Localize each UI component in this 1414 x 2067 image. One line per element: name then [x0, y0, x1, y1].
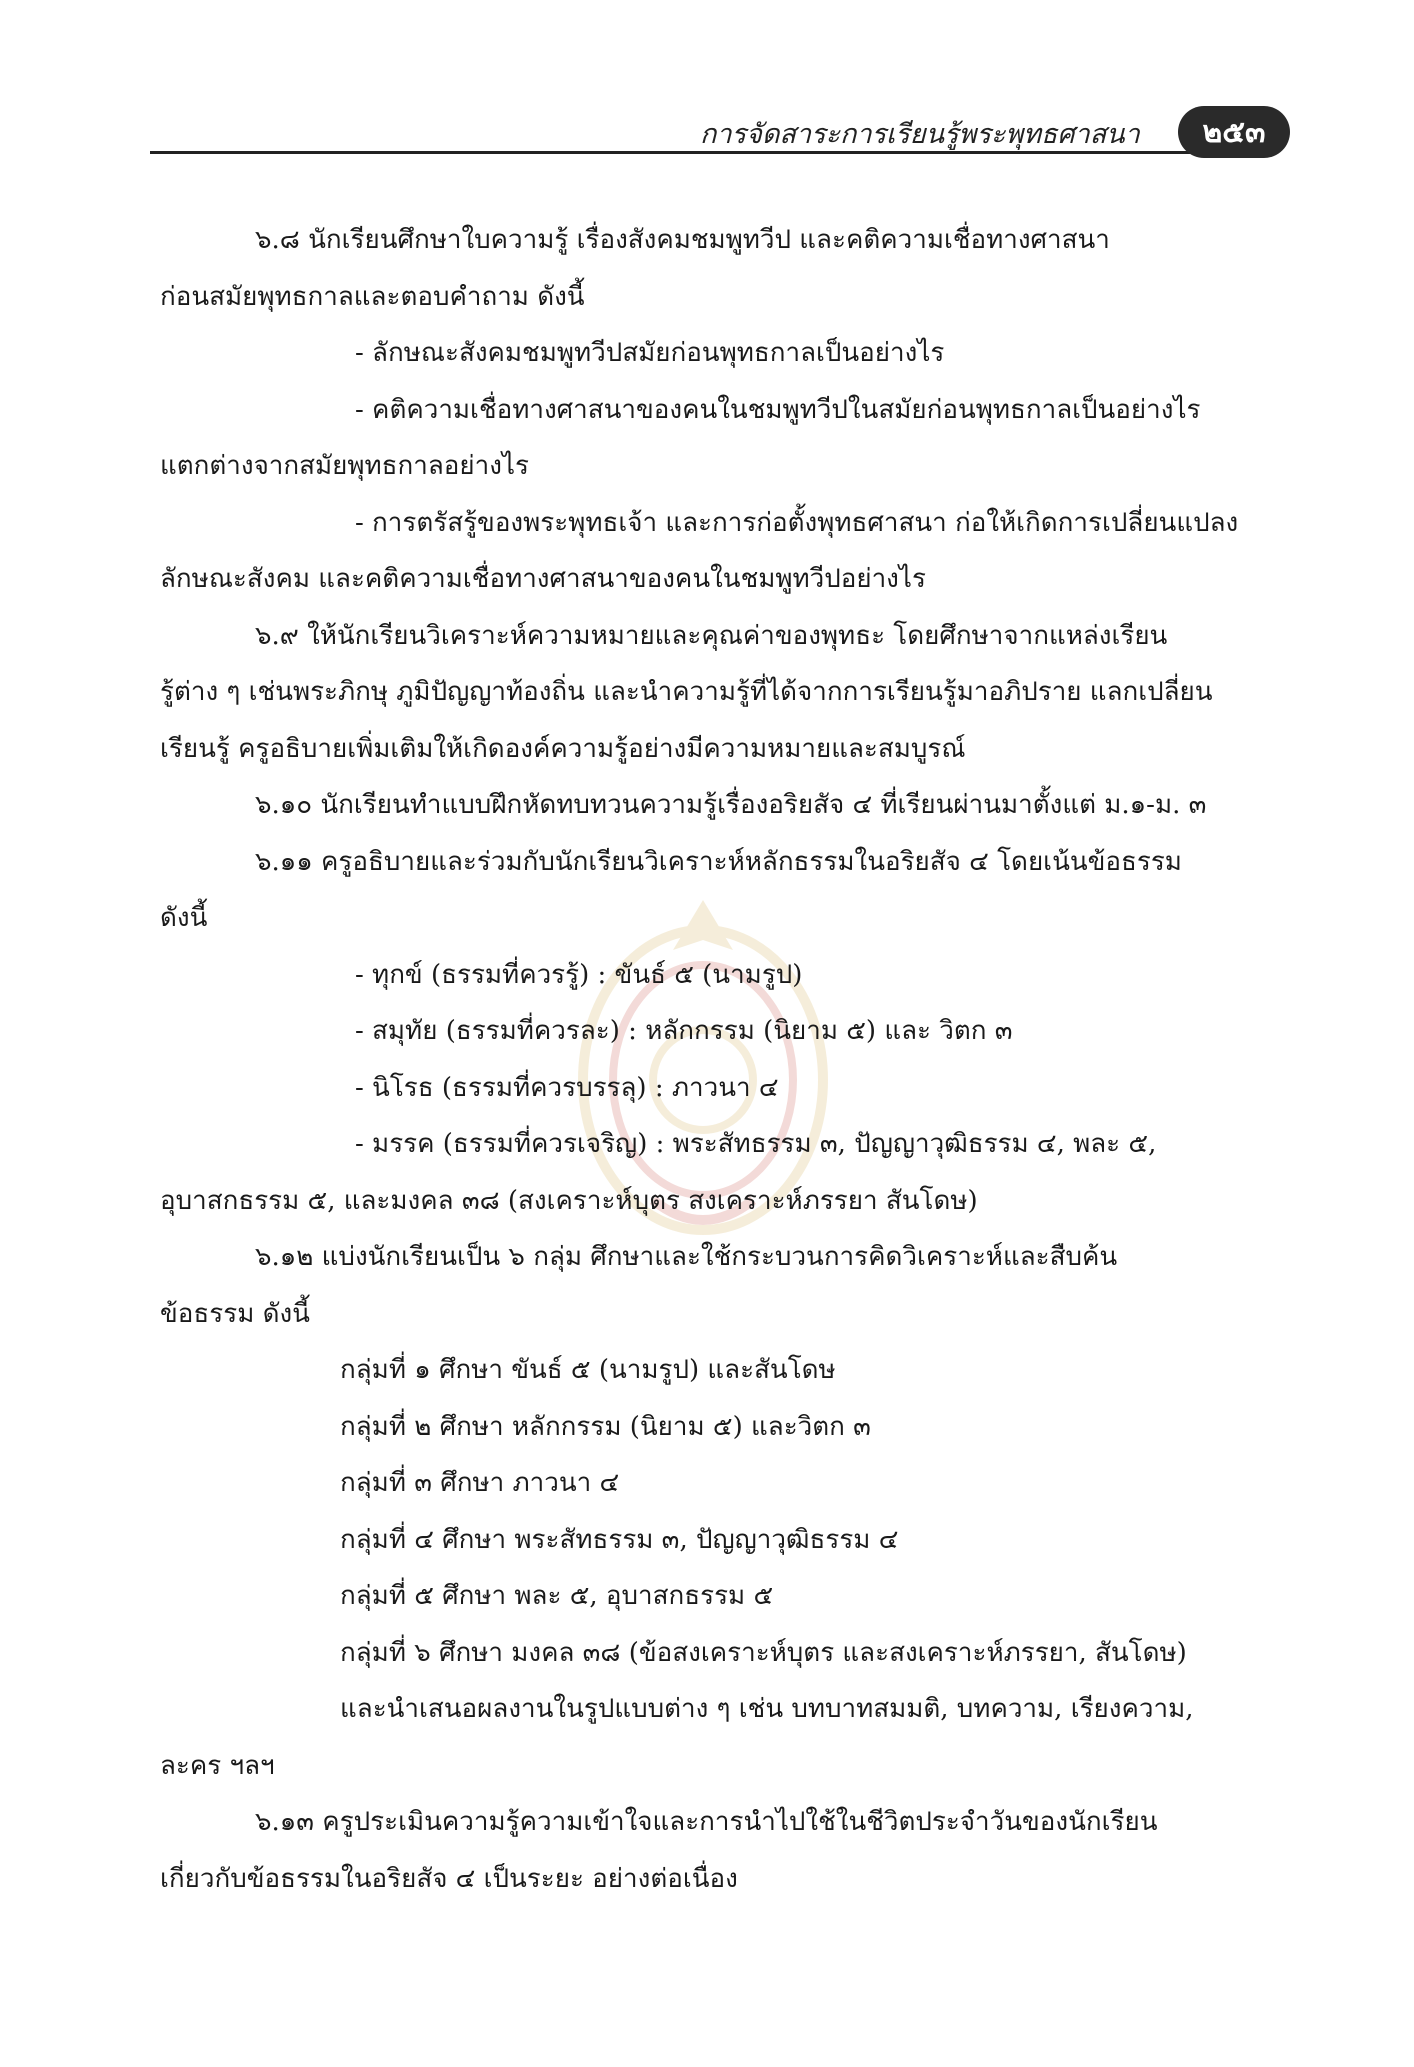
text-line: ๖.๘ นักเรียนศึกษาใบความรู้ เรื่องสังคมชมพูทวีป และคติความเชื่อทางศาสนา [255, 225, 1110, 255]
text-line: อุบาสกธรรม ๕, และมงคล ๓๘ (สงเคราะห์บุตร สงเคราะห์ภรรยา สันโดษ) [160, 1185, 978, 1216]
text-line: - ลักษณะสังคมชมพูทวีปสมัยก่อนพุทธกาลเป็นอย่างไร [355, 338, 945, 368]
text-line: แตกต่างจากสมัยพุทธกาลอย่างไร [160, 451, 529, 481]
text-line: ๖.๑๐ นักเรียนทำแบบฝึกหัดทบทวนความรู้เรื่องอริยสัจ ๔ ที่เรียนผ่านมาตั้งแต่ ม.๑-ม. ๓ [255, 790, 1207, 820]
text-line: กลุ่มที่ ๑ ศึกษา ขันธ์ ๕ (นามรูป) และสันโดษ [340, 1355, 836, 1385]
text-line: ๖.๑๓ ครูประเมินความรู้ความเข้าใจและการนำไปใช้ในชีวิตประจำวันของนักเรียน [255, 1807, 1158, 1837]
text-line: กลุ่มที่ ๒ ศึกษา หลักกรรม (นิยาม ๕) และวิตก ๓ [340, 1411, 871, 1442]
text-line: ๖.๑๒ แบ่งนักเรียนเป็น ๖ กลุ่ม ศึกษาและใช้กระบวนการคิดวิเคราะห์และสืบค้น [255, 1242, 1118, 1272]
text-line: เรียนรู้ ครูอธิบายเพิ่มเติมให้เกิดองค์ความรู้อย่างมีความหมายและสมบูรณ์ [160, 733, 966, 764]
text-line: เกี่ยวกับข้อธรรมในอริยสัจ ๔ เป็นระยะ อย่างต่อเนื่อง [160, 1863, 738, 1894]
text-line: ๖.๑๑ ครูอธิบายและร่วมกับนักเรียนวิเคราะห์หลักธรรมในอริยสัจ ๔ โดยเน้นข้อธรรม [255, 846, 1182, 877]
text-line: - ทุกข์ (ธรรมที่ควรรู้) : ขันธ์ ๕ (นามรูป) [355, 959, 803, 990]
page-header [0, 0, 1414, 170]
text-line: กลุ่มที่ ๕ ศึกษา พละ ๕, อุบาสกธรรม ๕ [340, 1581, 774, 1611]
text-line: ๖.๙ ให้นักเรียนวิเคราะห์ความหมายและคุณค่าของพุทธะ โดยศึกษาจากแหล่งเรียน [255, 620, 1168, 651]
text-line: - สมุทัย (ธรรมที่ควรละ) : หลักกรรม (นิยาม ๕) และ วิตก ๓ [355, 1016, 1013, 1046]
running-title: การจัดสาระการเรียนรู้พระพุทธศาสนา [700, 119, 1140, 150]
text-line: กลุ่มที่ ๖ ศึกษา มงคล ๓๘ (ข้อสงเคราะห์บุตร และสงเคราะห์ภรรยา, สันโดษ) [340, 1637, 1187, 1668]
text-line: กลุ่มที่ ๔ ศึกษา พระสัทธรรม ๓, ปัญญาวุฒิธรรม ๔ [340, 1524, 899, 1555]
text-line: ก่อนสมัยพุทธกาลและตอบคำถาม ดังนี้ [160, 281, 585, 312]
text-line: - มรรค (ธรรมที่ควรเจริญ) : พระสัทธรรม ๓, ปัญญาวุฒิธรรม ๔, พละ ๕, [355, 1129, 1157, 1159]
text-line: รู้ต่าง ๆ เช่นพระภิกษุ ภูมิปัญญาท้องถิ่น และนำความรู้ที่ได้จากการเรียนรู้มาอภิปราย แลกเปลี่ยน [160, 677, 1213, 707]
text-line: และนำเสนอผลงานในรูปแบบต่าง ๆ เช่น บทบาทสมมติ, บทความ, เรียงความ, [340, 1694, 1194, 1724]
text-line: - คติความเชื่อทางศาสนาของคนในชมพูทวีปในสมัยก่อนพุทธกาลเป็นอย่างไร [355, 394, 1201, 425]
text-line: ลักษณะสังคม และคติความเชื่อทางศาสนาของคนในชมพูทวีปอย่างไร [160, 564, 926, 594]
document-body [160, 212, 1280, 1907]
text-line: กลุ่มที่ ๓ ศึกษา ภาวนา ๔ [340, 1468, 620, 1498]
header-rule [150, 151, 1230, 154]
text-line: - นิโรธ (ธรรมที่ควรบรรลุ) : ภาวนา ๔ [355, 1072, 779, 1103]
text-line: ละคร ฯลฯ [160, 1750, 275, 1781]
text-line: ข้อธรรม ดังนี้ [160, 1298, 310, 1329]
text-line: - การตรัสรู้ของพระพุทธเจ้า และการก่อตั้งพุทธศาสนา ก่อให้เกิดการเปลี่ยนแปลง [355, 507, 1239, 538]
text-line: ดังนี้ [160, 903, 208, 933]
page-number-badge: ๒๕๓ [1178, 106, 1290, 158]
